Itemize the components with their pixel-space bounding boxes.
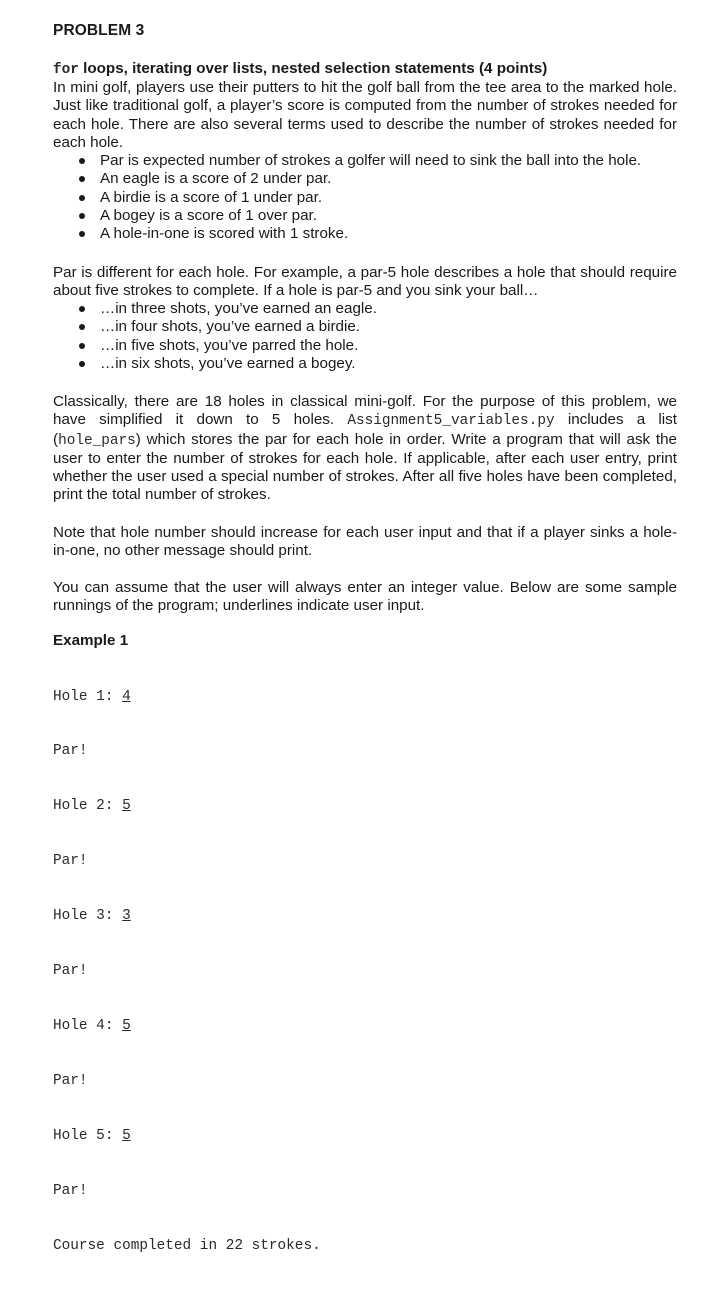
bullet-icon bbox=[79, 176, 85, 182]
example-title: Example 1 bbox=[53, 632, 129, 649]
user-input: 5 bbox=[122, 1017, 131, 1034]
user-input: 4 bbox=[122, 688, 131, 705]
list-item: …in four shots, you’ve earned a birdie. bbox=[53, 318, 377, 336]
assume-paragraph: You can assume that the user will always enter an integer value. Below are some sample runnings of the program; underlines indicate user input. bbox=[53, 579, 677, 615]
bullet-icon bbox=[79, 361, 85, 367]
list-item: An eagle is a score of 2 under par. bbox=[53, 170, 641, 188]
bullet-icon bbox=[79, 306, 85, 312]
par-examples-list bbox=[53, 300, 377, 373]
output-line: Par! bbox=[53, 853, 88, 870]
par-paragraph: Par is different for each hole. For example, a par-5 hole describes a hole that should require about five strokes to complete. If a hole is par-5 and you sink your ball… bbox=[53, 264, 677, 300]
output-line: Hole 1: 4 bbox=[53, 688, 131, 705]
user-input: 5 bbox=[122, 1127, 131, 1144]
bullet-icon bbox=[79, 343, 85, 349]
bullet-icon bbox=[79, 324, 85, 330]
list-item: A bogey is a score of 1 over par. bbox=[53, 207, 641, 225]
output-line: Hole 4: 5 bbox=[53, 1017, 131, 1034]
user-input: 3 bbox=[122, 908, 131, 925]
output-line: Par! bbox=[53, 1182, 88, 1199]
classic-paragraph: Classically, there are 18 holes in classical mini-golf. For the purpose of this problem, we have simplified it down to 5 holes. Assignment5_variables.py includes a list (hole_pars) which stores the par for each hole in order. Write a program that will ask the user to enter the number of strokes for each hole. If applicable, after each user entry, print whether the user used a special number of strokes. After all five holes have been completed, print the total number of strokes. bbox=[53, 393, 677, 504]
variable-code: hole_pars bbox=[58, 432, 136, 449]
list-item: …in five shots, you’ve parred the hole. bbox=[53, 337, 377, 355]
bullet-icon bbox=[79, 158, 85, 164]
problem-heading: PROBLEM 3 bbox=[53, 22, 145, 39]
user-input: 5 bbox=[122, 798, 131, 815]
intro-paragraph: In mini golf, players use their putters to hit the golf ball from the tee area to the marked hole. Just like traditional golf, a player’s score is computed from the number of strokes needed for each hole. There are also several terms used to describe the number of strokes needed for each hole. bbox=[53, 79, 677, 151]
output-line: Par! bbox=[53, 743, 88, 760]
list-item: …in six shots, you’ve earned a bogey. bbox=[53, 355, 377, 373]
output-line: Hole 3: 3 bbox=[53, 908, 131, 925]
subheading-text: loops, iterating over lists, nested selection statements (4 points) bbox=[78, 60, 548, 77]
bullet-icon bbox=[79, 213, 85, 219]
list-item: A hole-in-one is scored with 1 stroke. bbox=[53, 225, 641, 243]
output-line: Par! bbox=[53, 963, 88, 980]
bullet-icon bbox=[79, 195, 85, 201]
output-line: Hole 5: 5 bbox=[53, 1127, 131, 1144]
list-item: …in three shots, you’ve earned an eagle. bbox=[53, 300, 377, 318]
note-paragraph: Note that hole number should increase for each user input and that if a player sinks a hole-in-one, no other message should print. bbox=[53, 524, 677, 560]
list-item: Par is expected number of strokes a golfer will need to sink the ball into the hole. bbox=[53, 152, 641, 170]
for-keyword: for bbox=[53, 62, 79, 78]
output-line: Course completed in 22 strokes. bbox=[53, 1237, 321, 1254]
filename-code: Assignment5_variables.py bbox=[347, 413, 555, 430]
sample-output bbox=[53, 651, 321, 1291]
output-line: Par! bbox=[53, 1072, 88, 1089]
terms-list bbox=[53, 152, 641, 243]
output-line: Hole 2: 5 bbox=[53, 798, 131, 815]
problem-subheading bbox=[53, 60, 677, 79]
list-item: A birdie is a score of 1 under par. bbox=[53, 189, 641, 207]
bullet-icon bbox=[79, 231, 85, 237]
